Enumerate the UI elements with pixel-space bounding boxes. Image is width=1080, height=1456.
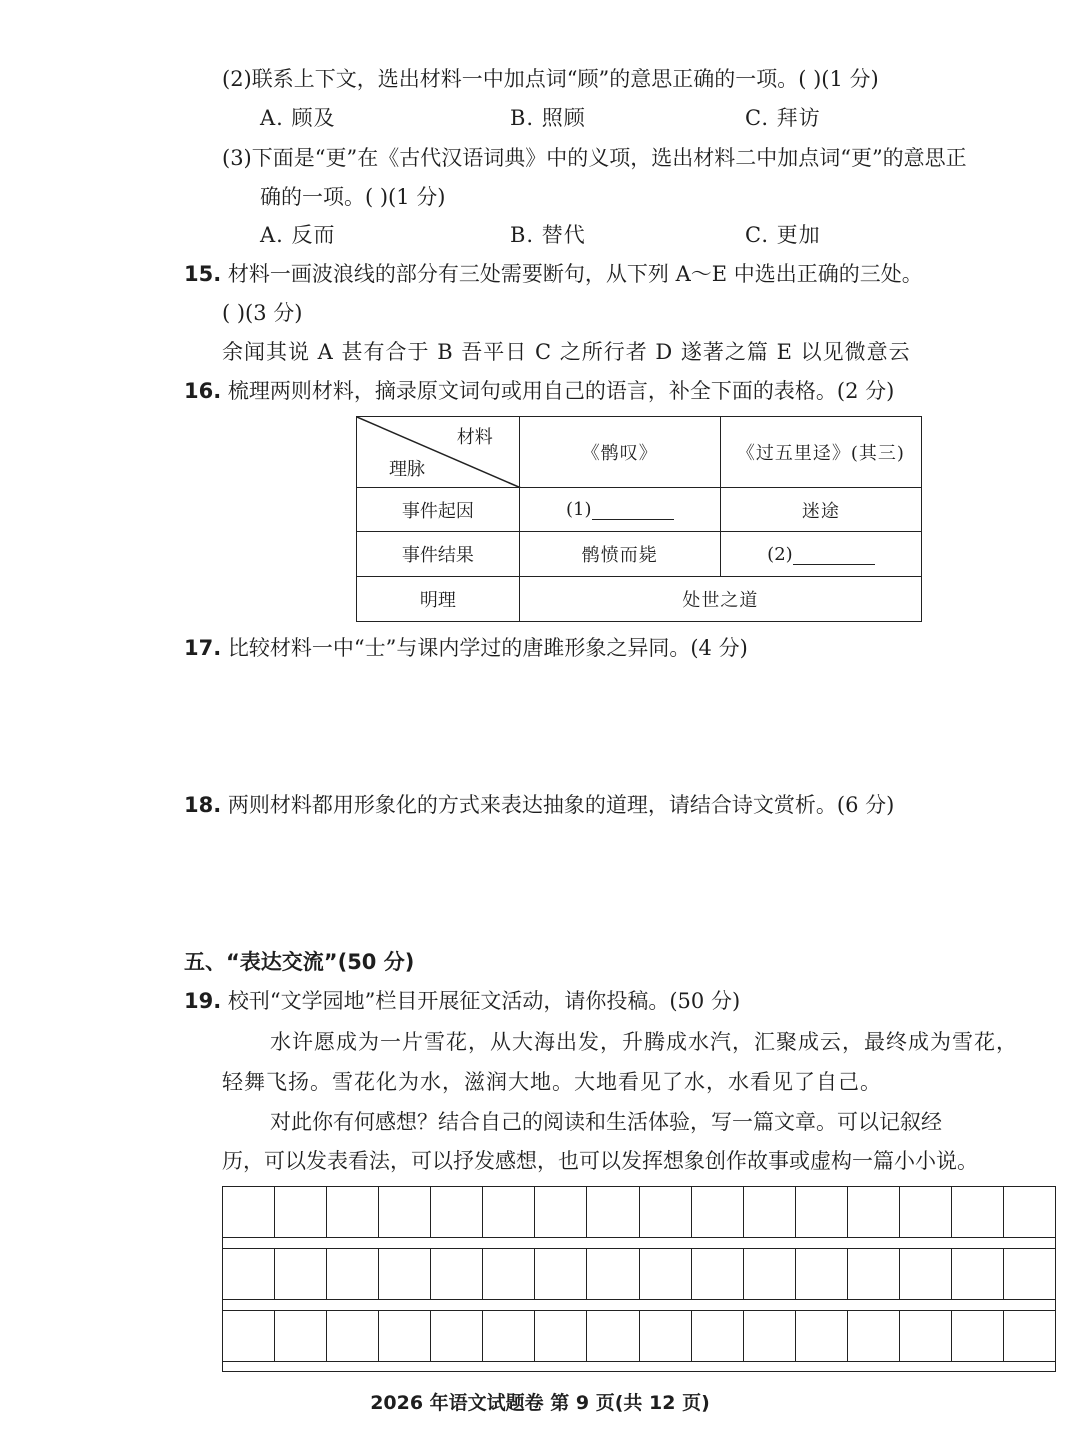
q15-number: 15. [184, 262, 222, 286]
q18-line [184, 790, 894, 820]
section5-title: 五、“表达交流”(50 分) [184, 950, 415, 974]
row2-col2-cell [720, 532, 921, 577]
q15-passage: 余闻其说 A 甚有合于 B 吾平日 C 之所行者 D 遂著之篇 E 以见微意云 [222, 340, 911, 364]
table-corner-header [357, 417, 520, 488]
row1-col1-cell [519, 488, 720, 532]
q14-2-stem: (2)联系上下文，选出材料一中加点词“顾”的意思正确的一项。( )(1 分) [222, 67, 879, 91]
header-logic: 理脉 [389, 459, 425, 480]
q18-text: 两则材料都用形象化的方式来表达抽象的道理，请结合诗文赏析。(6 分) [227, 793, 895, 817]
writing-grid-separator [222, 1300, 1056, 1310]
q15-answer-blank: ( )(3 分) [222, 301, 303, 325]
q14-3-option-a: A. 反而 [260, 223, 336, 247]
row2-label: 事件结果 [357, 532, 520, 577]
answer-blank-1[interactable] [592, 499, 674, 520]
answer-blank-2[interactable] [793, 544, 875, 565]
q16-text: 梳理两则材料，摘录原文词句或用自己的语言，补全下面的表格。(2 分) [227, 379, 895, 403]
header-col2: 《过五里迳》(其三) [720, 417, 921, 488]
row2-col1: 鹘愤而毙 [519, 532, 720, 577]
writing-grid-separator [222, 1238, 1056, 1248]
q15-text: 材料一画波浪线的部分有三处需要断句，从下列 A～E 中选出正确的三处。 [227, 262, 923, 286]
q16-table [356, 416, 922, 622]
q19-instruction-line1: 对此你有何感想？结合自己的阅读和生活体验，写一篇文章。可以记叙经 [270, 1110, 942, 1134]
diagonal-line [357, 417, 521, 488]
q14-3-stem-line2: 确的一项。( )(1 分) [260, 185, 446, 209]
row3-value: 处世之道 [519, 577, 921, 622]
q19-text: 校刊“文学园地”栏目开展征文活动，请你投稿。(50 分) [227, 989, 741, 1013]
q17-text: 比较材料一中“士”与课内学过的唐雎形象之异同。(4 分) [227, 636, 748, 660]
q19-line [184, 986, 740, 1016]
q14-3-option-c: C. 更加 [745, 223, 821, 247]
q14-3-stem-line1: (3)下面是“更”在《古代汉语词典》中的义项，选出材料二中加点词“更”的意思正 [222, 146, 967, 170]
row1-col1-number: (1) [566, 499, 592, 520]
q18-number: 18. [184, 793, 222, 817]
writing-grid-row[interactable] [222, 1310, 1056, 1362]
q17-number: 17. [184, 636, 222, 660]
q14-2-option-b: B. 照顾 [510, 106, 586, 130]
q14-2-option-a: A. 顾及 [260, 106, 336, 130]
row1-label: 事件起因 [357, 488, 520, 532]
q19-instruction-line2: 历，可以发表看法，可以抒发感想，也可以发挥想象创作故事或虚构一篇小小说。 [222, 1149, 978, 1173]
row2-col2-number: (2) [767, 543, 793, 565]
row1-col2: 迷途 [720, 488, 921, 532]
writing-grid-row[interactable] [222, 1248, 1056, 1300]
q19-prompt-p1-line1: 水许愿成为一片雪花，从大海出发，升腾成水汽，汇聚成云，最终成为雪花， [270, 1030, 1018, 1054]
header-material: 材料 [456, 427, 493, 448]
row3-label: 明理 [357, 577, 520, 622]
q16-line [184, 376, 894, 406]
header-col1: 《鹘叹》 [519, 417, 720, 488]
q14-2-option-c: C. 拜访 [745, 106, 821, 130]
q17-line [184, 633, 748, 663]
q19-prompt-p1-line2: 轻舞飞扬。雪花化为水，滋润大地。大地看见了水，水看见了自己。 [222, 1070, 882, 1094]
q15-line1 [184, 259, 923, 289]
writing-grid-row[interactable] [222, 1186, 1056, 1238]
q14-3-option-b: B. 替代 [510, 223, 586, 247]
writing-grid-separator [222, 1362, 1056, 1372]
q19-number: 19. [184, 989, 222, 1013]
page-footer: 2026 年语文试题卷 第 9 页(共 12 页) [370, 1392, 710, 1414]
q16-number: 16. [184, 379, 222, 403]
